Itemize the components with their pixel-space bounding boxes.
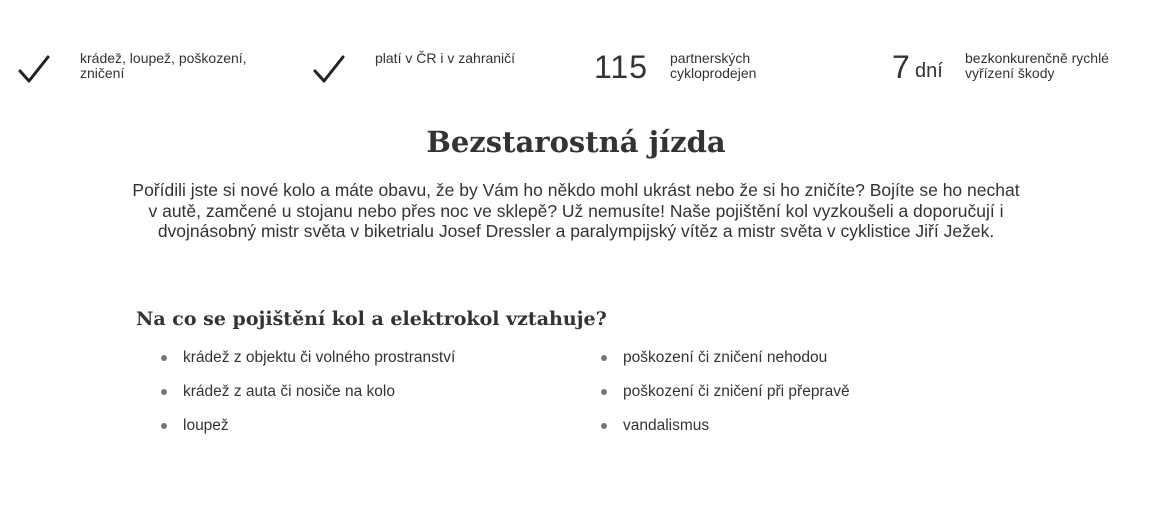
partners-count: 115 — [594, 49, 649, 85]
list-item — [160, 413, 580, 447]
list-item-label: vandalismus — [623, 417, 710, 434]
list-item-label: krádež z auta či nosiče na kolo — [183, 383, 395, 400]
claims-text: bezkonkurenčně rychlé vyřízení škody — [965, 50, 1109, 81]
list-item — [600, 413, 1040, 447]
bullet-icon — [161, 355, 167, 361]
partners-text: partnerských cykloprodejen — [670, 50, 757, 81]
coverage-list-left — [160, 345, 580, 447]
intro-paragraph: Pořídili jste si nové kolo a máte obavu, že by Vám ho někdo mohl ukrást nebo že si ho zničíte? Bojíte se ho nechat v autě, zamčené u stojanu nebo přes noc ve sklepě? Už nemusíte! Naše pojištění kol vyzkoušeli a doporučují i dvojnásobný mistr světa v biketrialu Josef Dressler a paralympijský vítěz a mistr světa v cyklistice Jiří Ježek. — [132, 180, 1020, 241]
check-icon — [313, 54, 345, 84]
bullet-icon — [601, 355, 607, 361]
claims-days-unit: dní — [915, 60, 943, 82]
list-item — [600, 379, 1040, 413]
bullet-icon — [161, 423, 167, 429]
feature-territory-text: platí v ČR i v zahraničí — [375, 50, 516, 66]
claims-days-number: 7 — [892, 49, 911, 85]
list-item-label: loupež — [183, 417, 229, 434]
list-item-label: poškození či zničení při přepravě — [623, 383, 850, 400]
bullet-icon — [601, 389, 607, 395]
coverage-list-right — [600, 345, 1040, 447]
list-item-label: poškození či zničení nehodou — [623, 349, 828, 366]
coverage-heading: Na co se pojištění kol a elektrokol vztahuje? — [136, 308, 607, 330]
list-item — [600, 345, 1040, 379]
bullet-icon — [601, 423, 607, 429]
list-item — [160, 379, 580, 413]
page-title: Bezstarostná jízda — [426, 125, 726, 159]
list-item — [160, 345, 580, 379]
check-icon — [18, 54, 50, 84]
feature-theft-text: krádež, loupež, poškození, zničení — [80, 50, 247, 81]
list-item-label: krádež z objektu či volného prostranství — [183, 349, 456, 366]
bullet-icon — [161, 389, 167, 395]
